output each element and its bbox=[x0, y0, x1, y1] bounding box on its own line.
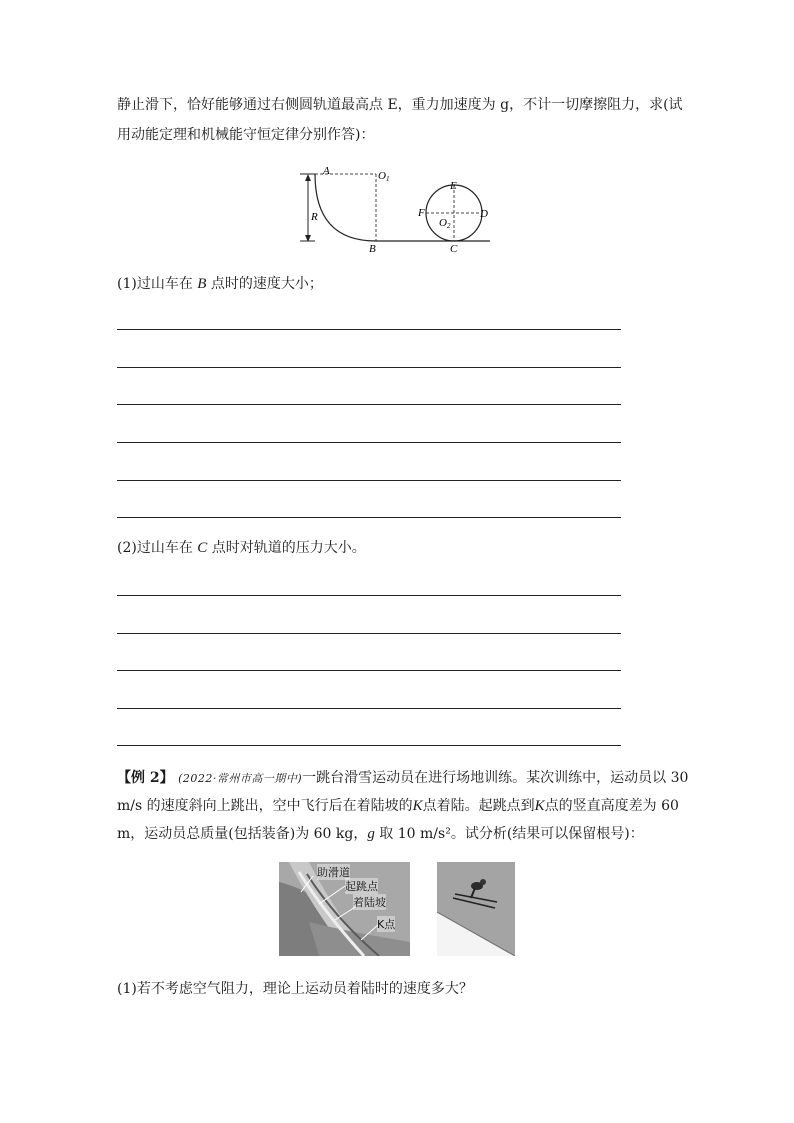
answer-line[interactable] bbox=[117, 745, 621, 746]
example-source: (2022·常州市高一期中) bbox=[178, 772, 303, 785]
answer-line[interactable] bbox=[117, 517, 621, 518]
answer-line[interactable] bbox=[117, 708, 621, 709]
answer-line[interactable] bbox=[117, 595, 621, 596]
answer-line[interactable] bbox=[117, 670, 621, 671]
skier-photo bbox=[437, 862, 515, 956]
label-A: A bbox=[323, 165, 330, 177]
label-O2: O2 bbox=[439, 217, 451, 230]
example-tag: 【例 2】 bbox=[117, 770, 174, 786]
question-1: (1)过山车在 B 点时的速度大小； bbox=[117, 276, 323, 292]
track-diagram bbox=[290, 164, 510, 260]
answer-line[interactable] bbox=[117, 480, 621, 481]
intro-line-1: 静止滑下，恰好能够通过右侧圆轨道最高点 E，重力加速度为 g，不计一切摩擦阻力，求(试 bbox=[117, 97, 683, 113]
label-takeoff: 起跳点 bbox=[345, 880, 378, 893]
answer-line[interactable] bbox=[117, 633, 621, 634]
label-C: C bbox=[450, 243, 458, 255]
example-2-line-2: m/s 的速度斜向上跳出，空中飞行后在着陆坡的K点着陆。起跳点到K点的竖直高度差为 60 bbox=[117, 798, 679, 814]
example-2-line-3: m，运动员总质量(包括装备)为 60 kg，g 取 10 m/s²。试分析(结果可以保留根号)： bbox=[117, 826, 644, 842]
answer-line[interactable] bbox=[117, 442, 621, 443]
label-run-in: 助滑道 bbox=[317, 866, 350, 879]
label-k-point: K点 bbox=[377, 918, 396, 931]
label-landing-slope: 着陆坡 bbox=[353, 896, 386, 909]
label-E: E bbox=[450, 180, 457, 192]
label-R: R bbox=[311, 211, 318, 223]
ski-jump-photo bbox=[279, 862, 410, 956]
answer-line[interactable] bbox=[117, 404, 621, 405]
question-2: (2)过山车在 C 点时对轨道的压力大小。 bbox=[117, 540, 366, 556]
answer-line[interactable] bbox=[117, 329, 621, 330]
label-F: F bbox=[418, 207, 425, 219]
question-3: (1)若不考虑空气阻力，理论上运动员着陆时的速度多大？ bbox=[117, 981, 473, 997]
label-D: D bbox=[480, 208, 488, 220]
example-2-line-1: 【例 2】 (2022·常州市高一期中)一跳台滑雪运动员在进行场地训练。某次训练中，运动员以 30 bbox=[117, 770, 689, 786]
label-O1: O1 bbox=[378, 170, 390, 183]
answer-line[interactable] bbox=[117, 367, 621, 368]
intro-line-2: 用动能定理和机械能守恒定律分别作答)： bbox=[117, 127, 375, 143]
label-B: B bbox=[369, 243, 376, 255]
